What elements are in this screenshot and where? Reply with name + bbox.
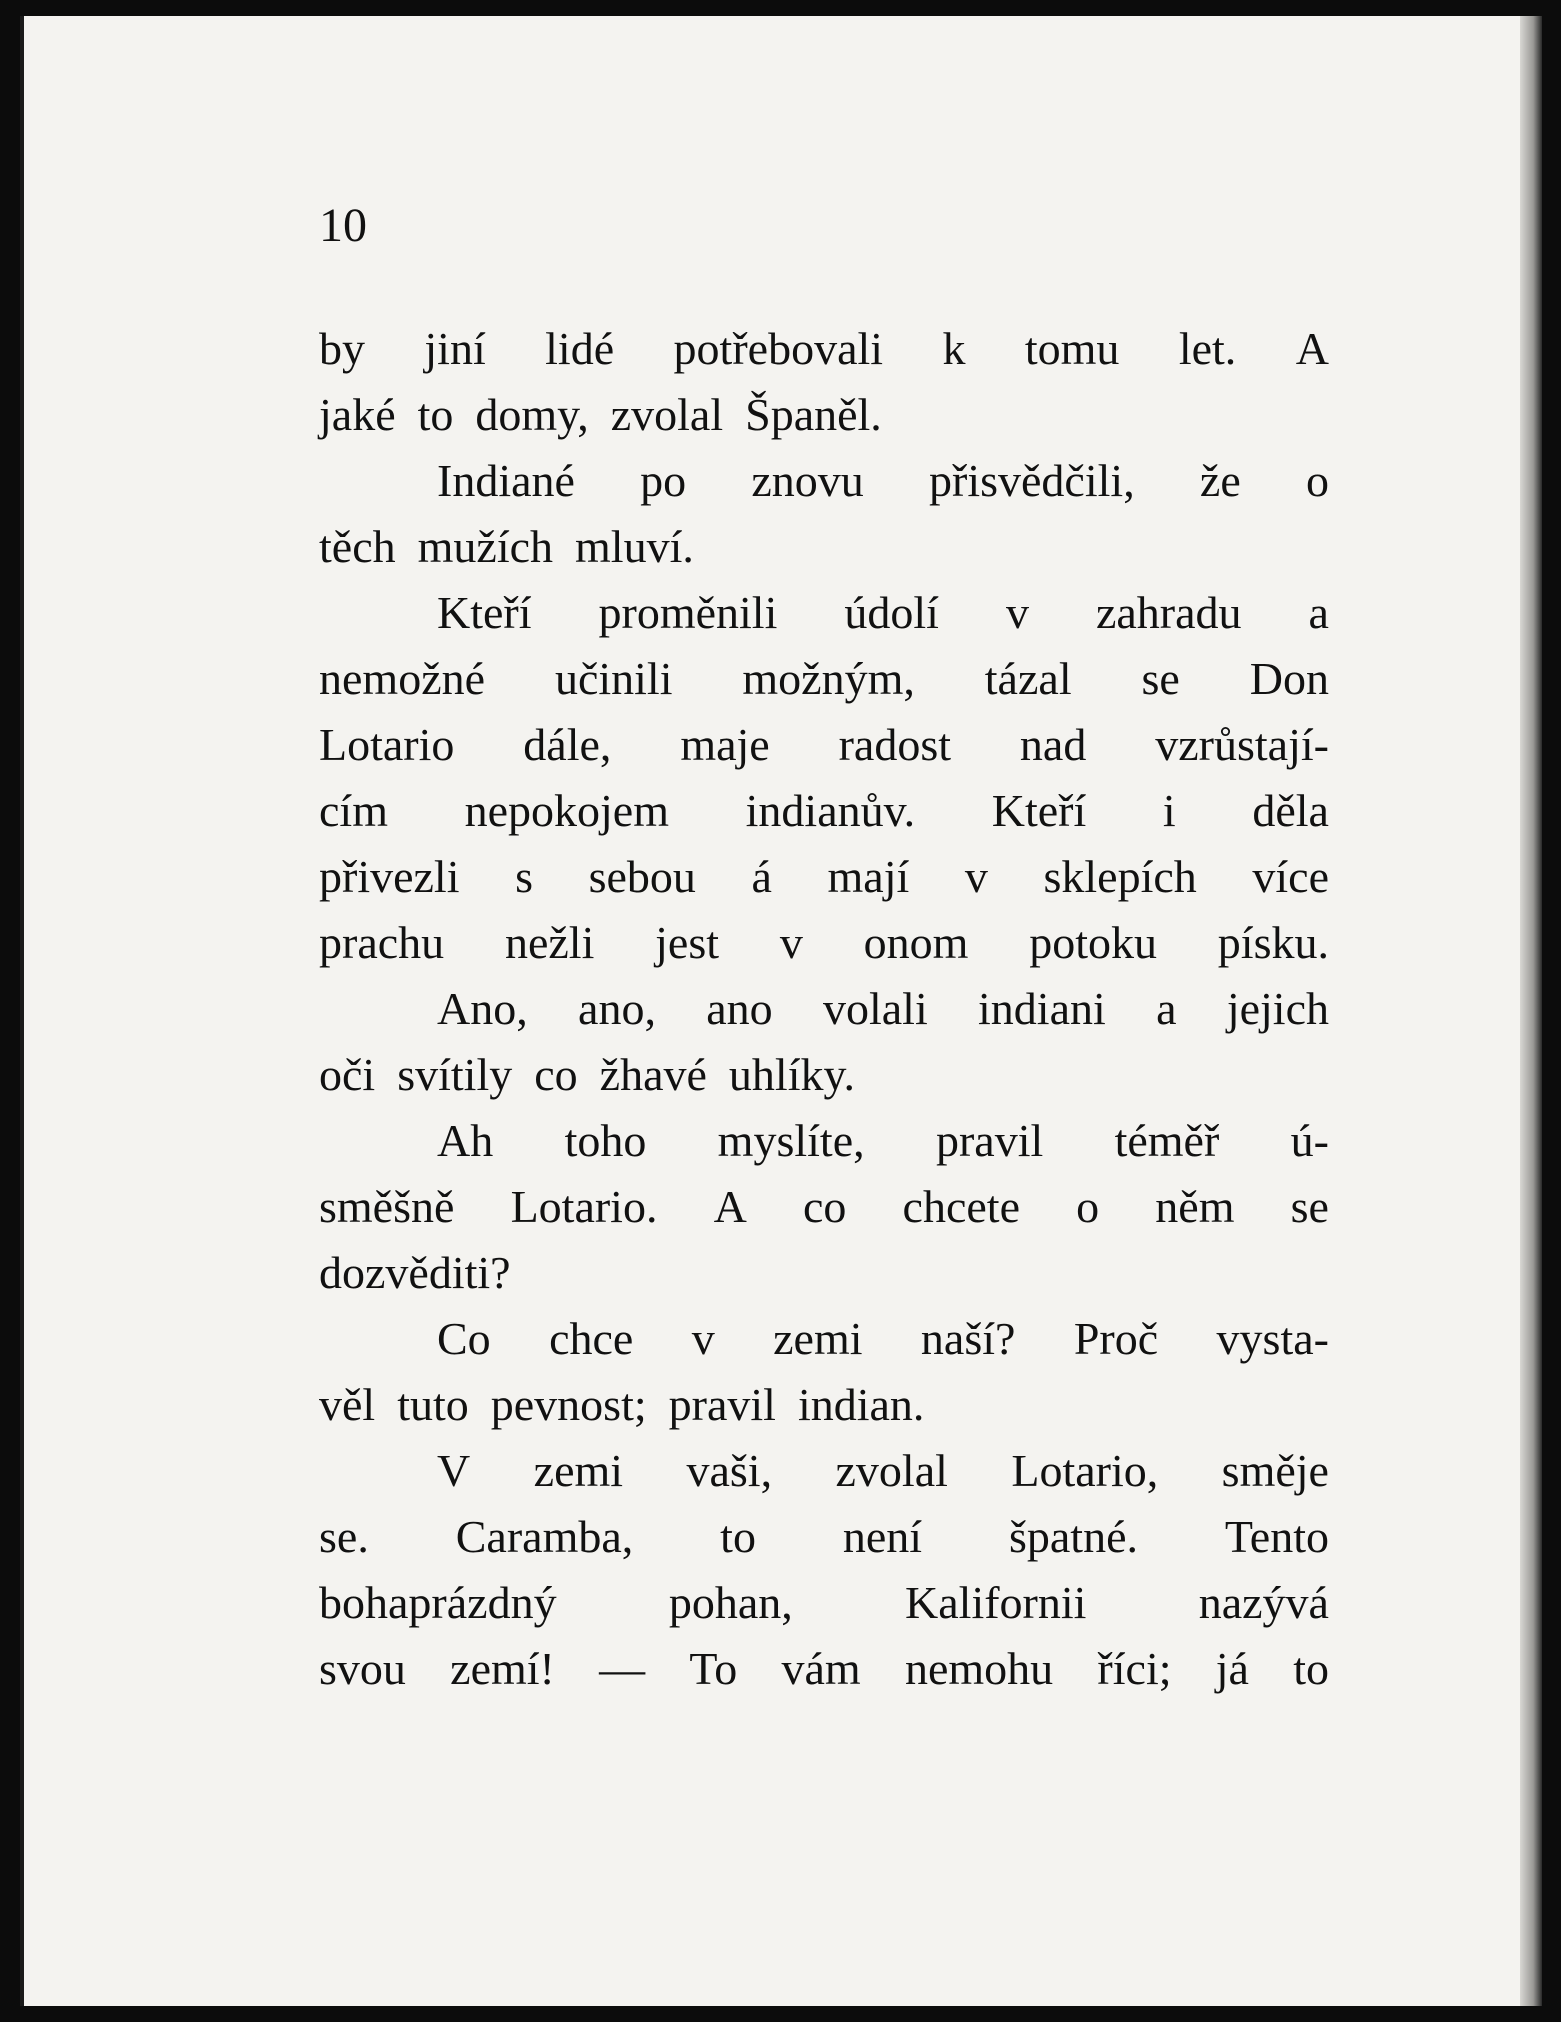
word: mužích [417, 521, 554, 572]
text-line [319, 712, 1329, 778]
word: V [437, 1445, 471, 1496]
text-line [319, 1636, 1329, 1702]
word: nad [1019, 719, 1087, 770]
word: v [1005, 587, 1029, 638]
word: pevnost; [490, 1379, 647, 1430]
word: radost [838, 719, 952, 770]
word: co [802, 1181, 847, 1232]
word: jiní [424, 323, 486, 374]
word: téměř [1114, 1115, 1220, 1166]
word: v [691, 1313, 715, 1364]
word: zemi [533, 1445, 624, 1496]
word: zemí! [450, 1643, 555, 1694]
word: Co [437, 1313, 491, 1364]
word: já [1215, 1643, 1249, 1694]
word: Proč [1073, 1313, 1159, 1364]
word: dále, [523, 719, 612, 770]
word: Španěl. [745, 389, 882, 440]
text-line [319, 778, 1329, 844]
word: tuto [397, 1379, 469, 1430]
word: indianův. [745, 785, 916, 836]
word: vaši, [686, 1445, 773, 1496]
word: to [417, 389, 454, 440]
word: přivezli [319, 851, 460, 902]
word: nemohu [904, 1643, 1054, 1694]
word: vzrůstají- [1155, 719, 1329, 770]
word: že [1199, 455, 1241, 506]
word: učinili [554, 653, 673, 704]
word: a [1156, 983, 1177, 1034]
text-line [319, 382, 1329, 448]
word: nepokojem [464, 785, 670, 836]
word: nemožné [319, 653, 486, 704]
word: se. [319, 1511, 369, 1562]
word: Lotario [319, 719, 455, 770]
word: v [779, 917, 803, 968]
word: zemi [773, 1313, 863, 1364]
body-text [319, 316, 1329, 1702]
word: potoku [1029, 917, 1157, 968]
word: Kteří [991, 785, 1087, 836]
word: ú- [1290, 1115, 1329, 1166]
word: let. [1178, 323, 1237, 374]
word: Caramba, [455, 1511, 634, 1562]
word: lidé [545, 323, 615, 374]
word: těch [319, 521, 396, 572]
text-line [319, 1042, 1329, 1108]
word: tomu [1024, 323, 1120, 374]
word: s [515, 851, 533, 902]
word: proměnili [598, 587, 778, 638]
word: zvolal [610, 389, 724, 440]
word: říci; [1097, 1643, 1172, 1694]
word: žhavé [599, 1049, 707, 1100]
word: ano [706, 983, 773, 1034]
word: a [1308, 587, 1329, 638]
word: věl [319, 1379, 376, 1430]
word: sklepích [1043, 851, 1197, 902]
word: jejich [1226, 983, 1329, 1034]
text-line [319, 448, 1329, 514]
word: něm [1155, 1181, 1235, 1232]
word: vysta- [1216, 1313, 1329, 1364]
word: svou [319, 1643, 406, 1694]
word: o [1305, 455, 1329, 506]
word: dozvěditi? [319, 1247, 511, 1298]
word: údolí [844, 587, 939, 638]
word: to [720, 1511, 756, 1562]
text-line [319, 1108, 1329, 1174]
word: v [964, 851, 988, 902]
word: více [1252, 851, 1329, 902]
text-line [319, 976, 1329, 1042]
text-line [319, 1504, 1329, 1570]
word: není [842, 1511, 923, 1562]
word: volali [822, 983, 928, 1034]
word: jest [655, 917, 720, 968]
word: uhlíky. [728, 1049, 855, 1100]
word: směje [1221, 1445, 1329, 1496]
word: znovu [751, 455, 864, 506]
word: mluví. [575, 521, 694, 572]
word: To [689, 1643, 738, 1694]
word: Ah [437, 1115, 494, 1166]
word: nazývá [1198, 1577, 1329, 1628]
word: chcete [902, 1181, 1020, 1232]
word: špatné. [1008, 1511, 1138, 1562]
word: se [1290, 1181, 1329, 1232]
word: Don [1249, 653, 1329, 704]
word: směšně [319, 1181, 455, 1232]
page-gutter-shadow [1520, 16, 1542, 2006]
word: Indiané [437, 455, 575, 506]
text-line [319, 1570, 1329, 1636]
word: á [751, 851, 772, 902]
word: naší? [920, 1313, 1016, 1364]
word: Kteří [437, 587, 532, 638]
word: A [1295, 323, 1329, 374]
word: domy, [475, 389, 589, 440]
text-line [319, 1306, 1329, 1372]
word: Ano, [437, 983, 528, 1034]
word: o [1076, 1181, 1100, 1232]
word: co [534, 1049, 578, 1100]
word: i [1162, 785, 1176, 836]
word: ano, [578, 983, 656, 1034]
text-line [319, 1240, 1329, 1306]
text-line [319, 844, 1329, 910]
word: přisvědčili, [929, 455, 1135, 506]
word: možným, [742, 653, 915, 704]
word: by [319, 323, 365, 374]
word: chce [549, 1313, 634, 1364]
word: zahradu [1095, 587, 1242, 638]
word: bohaprázdný [319, 1577, 557, 1628]
word: A [713, 1181, 747, 1232]
word: k [942, 323, 966, 374]
text-line [319, 1174, 1329, 1240]
word: nežli [504, 917, 595, 968]
word: myslíte, [717, 1115, 865, 1166]
text-line [319, 910, 1329, 976]
word: Tento [1224, 1511, 1329, 1562]
word: indian. [797, 1379, 925, 1430]
text-line [319, 646, 1329, 712]
word: onom [863, 917, 969, 968]
word: děla [1252, 785, 1329, 836]
word: písku. [1217, 917, 1329, 968]
word: Lotario, [1011, 1445, 1159, 1496]
book-page [20, 16, 1542, 2006]
word: cím [319, 785, 388, 836]
word: sebou [588, 851, 696, 902]
word: vám [781, 1643, 861, 1694]
word: potřebovali [673, 323, 884, 374]
word: se [1141, 653, 1180, 704]
word: pravil [935, 1115, 1044, 1166]
word: po [640, 455, 687, 506]
word: to [1293, 1643, 1329, 1694]
word: oči [319, 1049, 376, 1100]
word: indiani [978, 983, 1106, 1034]
word: toho [564, 1115, 647, 1166]
word: pohan, [668, 1577, 793, 1628]
word: jaké [319, 389, 396, 440]
word: svítily [397, 1049, 513, 1100]
word: prachu [319, 917, 445, 968]
text-line [319, 316, 1329, 382]
text-line [319, 1372, 1329, 1438]
word: — [599, 1643, 646, 1694]
word: tázal [984, 653, 1072, 704]
text-line [319, 1438, 1329, 1504]
word: Kalifornii [905, 1577, 1087, 1628]
word: mají [827, 851, 910, 902]
text-line [319, 514, 1329, 580]
page-number: 10 [319, 199, 367, 252]
word: zvolal [835, 1445, 948, 1496]
word: Lotario. [510, 1181, 658, 1232]
word: maje [680, 719, 770, 770]
text-line [319, 580, 1329, 646]
word: pravil [668, 1379, 776, 1430]
